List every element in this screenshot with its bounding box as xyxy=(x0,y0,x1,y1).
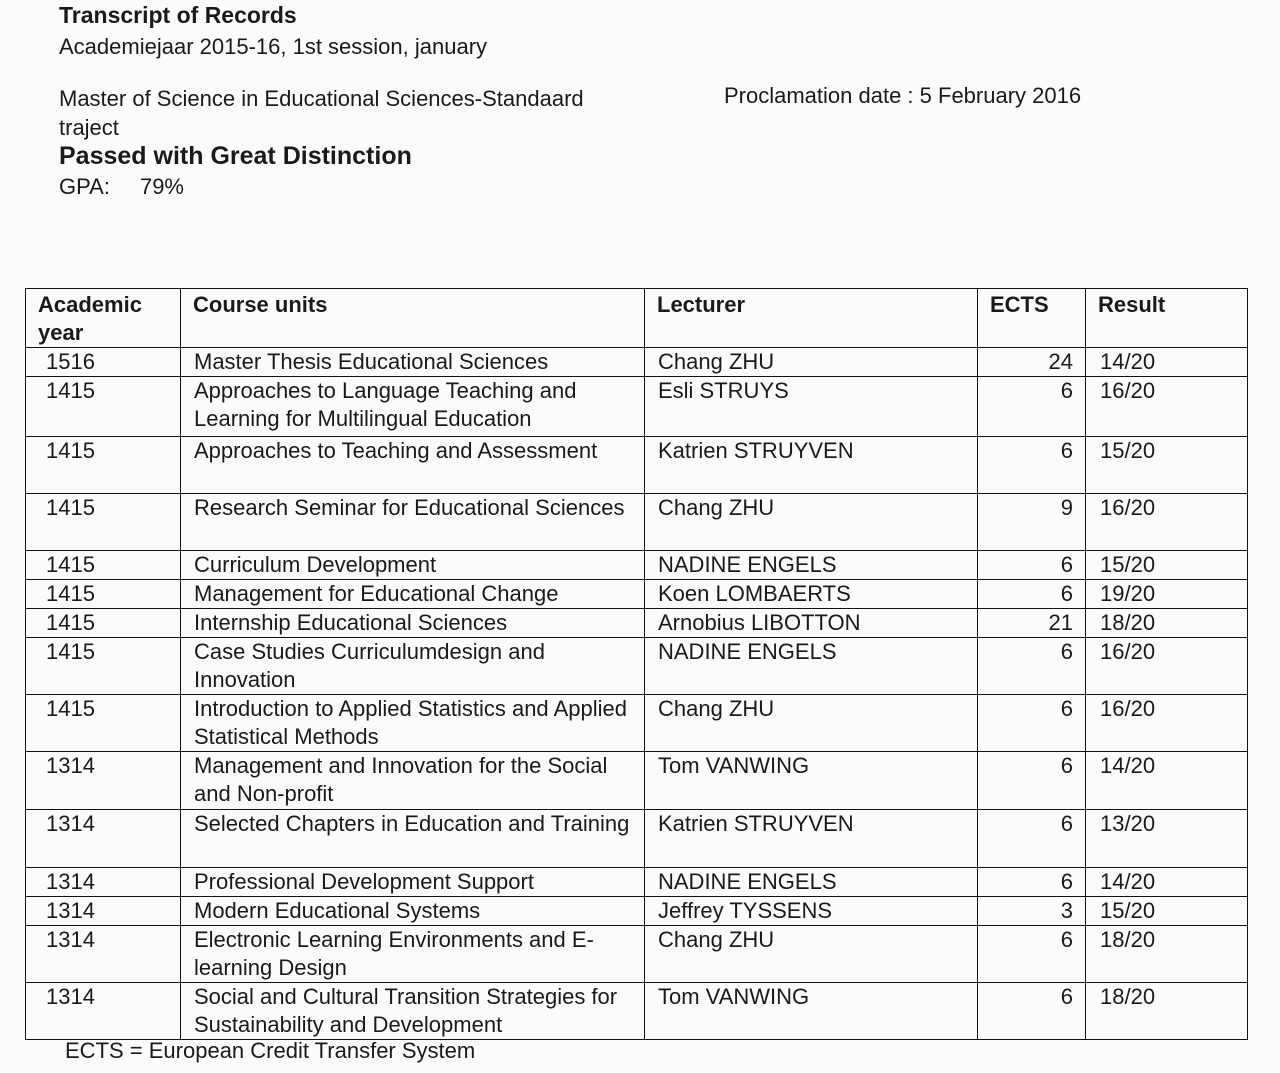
ects-cell: 6 xyxy=(978,983,1086,1040)
lecturer-cell: NADINE ENGELS xyxy=(645,638,978,695)
result-cell: 15/20 xyxy=(1086,551,1248,580)
footnote: ECTS = European Credit Transfer System xyxy=(65,1038,476,1063)
table-row xyxy=(26,752,1248,810)
proclamation-date: Proclamation date : 5 February 2016 xyxy=(724,83,1082,108)
table-row xyxy=(26,551,1248,580)
ects-cell: 6 xyxy=(978,377,1086,437)
lecturer-cell: Tom VANWING xyxy=(645,983,978,1040)
column-header-lecturer: Lecturer xyxy=(645,289,978,348)
course-unit-cell: Management and Innovation for the Social and Non-profit xyxy=(181,752,645,810)
academic-year-cell: 1314 xyxy=(26,810,181,868)
table-row xyxy=(26,638,1248,695)
ects-cell: 21 xyxy=(978,609,1086,638)
program-name: Master of Science in Educational Sciences-Standaard xyxy=(59,86,584,111)
lecturer-cell: Chang ZHU xyxy=(645,926,978,983)
lecturer-cell: Chang ZHU xyxy=(645,695,978,752)
table-row xyxy=(26,377,1248,437)
table-row xyxy=(26,983,1248,1040)
table-row xyxy=(26,494,1248,551)
lecturer-cell: Esli STRUYS xyxy=(645,377,978,437)
course-unit-cell: Curriculum Development xyxy=(181,551,645,580)
ects-cell: 9 xyxy=(978,494,1086,551)
lecturer-cell: Chang ZHU xyxy=(645,348,978,377)
table-row xyxy=(26,609,1248,638)
academic-year-cell: 1516 xyxy=(26,348,181,377)
course-unit-cell: Approaches to Teaching and Assessment xyxy=(181,437,645,494)
column-header-result: Result xyxy=(1086,289,1248,348)
result-cell: 18/20 xyxy=(1086,609,1248,638)
academic-year-cell: 1314 xyxy=(26,983,181,1040)
gpa-value: 79% xyxy=(139,174,184,199)
program-name-continued: traject xyxy=(59,115,119,140)
gpa-line xyxy=(59,174,184,200)
ects-cell: 6 xyxy=(978,580,1086,609)
result-cell: 18/20 xyxy=(1086,926,1248,983)
lecturer-cell: NADINE ENGELS xyxy=(645,868,978,897)
ects-cell: 6 xyxy=(978,752,1086,810)
lecturer-cell: Katrien STRUYVEN xyxy=(645,810,978,868)
result-cell: 16/20 xyxy=(1086,494,1248,551)
overall-result: Passed with Great Distinction xyxy=(59,142,412,170)
records-table xyxy=(25,288,1248,1040)
result-cell: 15/20 xyxy=(1086,437,1248,494)
result-cell: 19/20 xyxy=(1086,580,1248,609)
document-title: Transcript of Records xyxy=(59,2,297,28)
academic-year-cell: 1314 xyxy=(26,868,181,897)
lecturer-cell: Jeffrey TYSSENS xyxy=(645,897,978,926)
academic-year-cell: 1415 xyxy=(26,580,181,609)
academic-year-cell: 1415 xyxy=(26,437,181,494)
academic-year-cell: 1314 xyxy=(26,897,181,926)
academic-year-cell: 1314 xyxy=(26,752,181,810)
result-cell: 14/20 xyxy=(1086,348,1248,377)
lecturer-cell: Katrien STRUYVEN xyxy=(645,437,978,494)
lecturer-cell: Koen LOMBAERTS xyxy=(645,580,978,609)
gpa-label: GPA: xyxy=(59,174,110,199)
table-row xyxy=(26,810,1248,868)
result-cell: 18/20 xyxy=(1086,983,1248,1040)
course-unit-cell: Selected Chapters in Education and Training xyxy=(181,810,645,868)
lecturer-cell: Arnobius LIBOTTON xyxy=(645,609,978,638)
result-cell: 16/20 xyxy=(1086,695,1248,752)
result-cell: 14/20 xyxy=(1086,868,1248,897)
course-unit-cell: Management for Educational Change xyxy=(181,580,645,609)
course-unit-cell: Electronic Learning Environments and E-learning Design xyxy=(181,926,645,983)
table-row xyxy=(26,695,1248,752)
academic-year-cell: 1314 xyxy=(26,926,181,983)
result-cell: 15/20 xyxy=(1086,897,1248,926)
academic-year-cell: 1415 xyxy=(26,494,181,551)
records-body xyxy=(26,348,1248,1040)
course-unit-cell: Professional Development Support xyxy=(181,868,645,897)
table-row xyxy=(26,868,1248,897)
table-row xyxy=(26,926,1248,983)
table-header-row xyxy=(26,289,1248,348)
academic-year-cell: 1415 xyxy=(26,551,181,580)
ects-cell: 6 xyxy=(978,638,1086,695)
column-header-ects: ECTS xyxy=(978,289,1086,348)
course-unit-cell: Approaches to Language Teaching and Learning for Multilingual Education xyxy=(181,377,645,437)
ects-cell: 3 xyxy=(978,897,1086,926)
course-unit-cell: Social and Cultural Transition Strategies for Sustainability and Development xyxy=(181,983,645,1040)
table-row xyxy=(26,580,1248,609)
ects-cell: 6 xyxy=(978,695,1086,752)
column-header-academic-year: Academic year xyxy=(26,289,181,348)
result-cell: 16/20 xyxy=(1086,638,1248,695)
table-row xyxy=(26,897,1248,926)
result-cell: 14/20 xyxy=(1086,752,1248,810)
course-unit-cell: Introduction to Applied Statistics and Applied Statistical Methods xyxy=(181,695,645,752)
result-cell: 13/20 xyxy=(1086,810,1248,868)
lecturer-cell: NADINE ENGELS xyxy=(645,551,978,580)
academic-session: Academiejaar 2015-16, 1st session, january xyxy=(59,34,488,59)
ects-cell: 6 xyxy=(978,868,1086,897)
lecturer-cell: Tom VANWING xyxy=(645,752,978,810)
ects-cell: 6 xyxy=(978,551,1086,580)
academic-year-cell: 1415 xyxy=(26,695,181,752)
course-unit-cell: Case Studies Curriculumdesign and Innovation xyxy=(181,638,645,695)
course-unit-cell: Modern Educational Systems xyxy=(181,897,645,926)
table-row xyxy=(26,348,1248,377)
course-unit-cell: Research Seminar for Educational Sciences xyxy=(181,494,645,551)
lecturer-cell: Chang ZHU xyxy=(645,494,978,551)
course-unit-cell: Master Thesis Educational Sciences xyxy=(181,348,645,377)
ects-cell: 6 xyxy=(978,926,1086,983)
column-header-course-units: Course units xyxy=(181,289,645,348)
academic-year-cell: 1415 xyxy=(26,638,181,695)
academic-year-cell: 1415 xyxy=(26,609,181,638)
table-row xyxy=(26,437,1248,494)
result-cell: 16/20 xyxy=(1086,377,1248,437)
ects-cell: 6 xyxy=(978,437,1086,494)
ects-cell: 6 xyxy=(978,810,1086,868)
ects-cell: 24 xyxy=(978,348,1086,377)
course-unit-cell: Internship Educational Sciences xyxy=(181,609,645,638)
academic-year-cell: 1415 xyxy=(26,377,181,437)
